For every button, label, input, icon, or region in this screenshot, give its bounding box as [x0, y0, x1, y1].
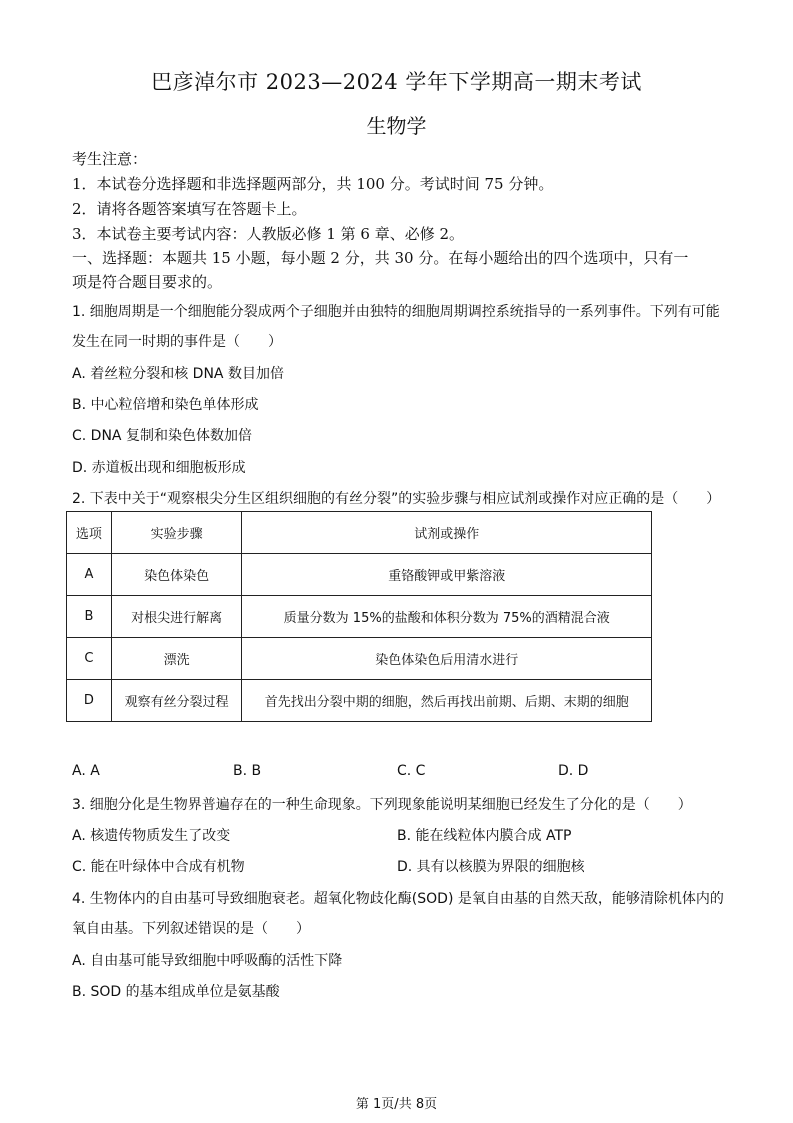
table-cell: A	[67, 554, 112, 596]
q1-option-a: A. 着丝粒分裂和核 DNA 数目加倍	[72, 366, 284, 382]
q1-option-c: C. DNA 复制和染色体数加倍	[72, 428, 252, 444]
table-cell: B	[67, 596, 112, 638]
q3-option-c: C. 能在叶绿体中合成有机物	[72, 859, 245, 875]
table-cell: 染色体染色后用清水进行	[242, 638, 652, 680]
q1-option-b: B. 中心粒倍增和染色单体形成	[72, 397, 259, 413]
table-row	[67, 638, 652, 680]
notice-item: 1．本试卷分选择题和非选择题两部分，共 100 分。考试时间 75 分钟。	[72, 175, 554, 193]
table-header-cell: 实验步骤	[111, 512, 242, 554]
exam-title: 巴彦淖尔市 2023—2024 学年下学期高一期末考试	[151, 70, 642, 94]
q4-stem-cont: 氧自由基。下列叙述错误的是（ ）	[72, 921, 310, 937]
table-header-row	[67, 512, 652, 554]
notice-heading: 考生注意：	[72, 150, 148, 168]
section-instructions: 一、选择题：本题共 15 小题，每小题 2 分，共 30 分。在每小题给出的四个选项中，只有一	[72, 249, 689, 267]
table-header-cell: 选项	[67, 512, 112, 554]
table-row	[67, 554, 652, 596]
notice-item: 3．本试卷主要考试内容：人教版必修 1 第 6 章、必修 2。	[72, 225, 465, 243]
subject-title: 生物学	[366, 114, 427, 138]
table-cell: 重铬酸钾或甲紫溶液	[242, 554, 652, 596]
q3-option-d: D. 具有以核膜为界限的细胞核	[397, 859, 585, 875]
q3-option-b: B. 能在线粒体内膜合成 ATP	[397, 828, 572, 844]
table-cell: D	[67, 680, 112, 722]
q3-stem: 3. 细胞分化是生物界普遍存在的一种生命现象。下列现象能说明某细胞已经发生了分化的是（ ）	[72, 797, 692, 813]
table-cell: 首先找出分裂中期的细胞，然后再找出前期、后期、末期的细胞	[242, 680, 652, 722]
table-cell: 质量分数为 15%的盐酸和体积分数为 75%的酒精混合液	[242, 596, 652, 638]
q2-stem: 2. 下表中关于“观察根尖分生区组织细胞的有丝分裂”的实验步骤与相应试剂或操作对应正确的是（ ）	[72, 491, 721, 507]
table-cell: 对根尖进行解离	[111, 596, 242, 638]
section-instructions-cont: 项是符合题目要求的。	[72, 273, 223, 291]
q2-option-b: B. B	[233, 763, 262, 779]
notice-item: 2．请将各题答案填写在答题卡上。	[72, 200, 307, 218]
q4-option-b: B. SOD 的基本组成单位是氨基酸	[72, 984, 280, 1000]
table-cell: 观察有丝分裂过程	[111, 680, 242, 722]
q2-option-d: D. D	[558, 763, 589, 779]
table-header-cell: 试剂或操作	[242, 512, 652, 554]
table-cell: 染色体染色	[111, 554, 242, 596]
q2-option-a: A. A	[72, 763, 100, 779]
q2-table	[66, 511, 652, 722]
table-cell: 漂洗	[111, 638, 242, 680]
q4-stem: 4. 生物体内的自由基可导致细胞衰老。超氧化物歧化酶(SOD) 是氧自由基的自然天敌，能够清除机体内的	[72, 891, 724, 907]
q1-stem-cont: 发生在同一时期的事件是（ ）	[72, 334, 282, 350]
page-footer: 第 1页/共 8页	[355, 1097, 438, 1112]
q2-option-c: C. C	[397, 763, 426, 779]
table-row	[67, 596, 652, 638]
q3-option-a: A. 核遗传物质发生了改变	[72, 828, 231, 844]
table-cell: C	[67, 638, 112, 680]
table-row	[67, 680, 652, 722]
q1-option-d: D. 赤道板出现和细胞板形成	[72, 460, 246, 476]
q1-stem: 1. 细胞周期是一个细胞能分裂成两个子细胞并由独特的细胞周期调控系统指导的一系列事件。下列有可能	[72, 304, 720, 320]
q4-option-a: A. 自由基可能导致细胞中呼吸酶的活性下降	[72, 953, 343, 969]
